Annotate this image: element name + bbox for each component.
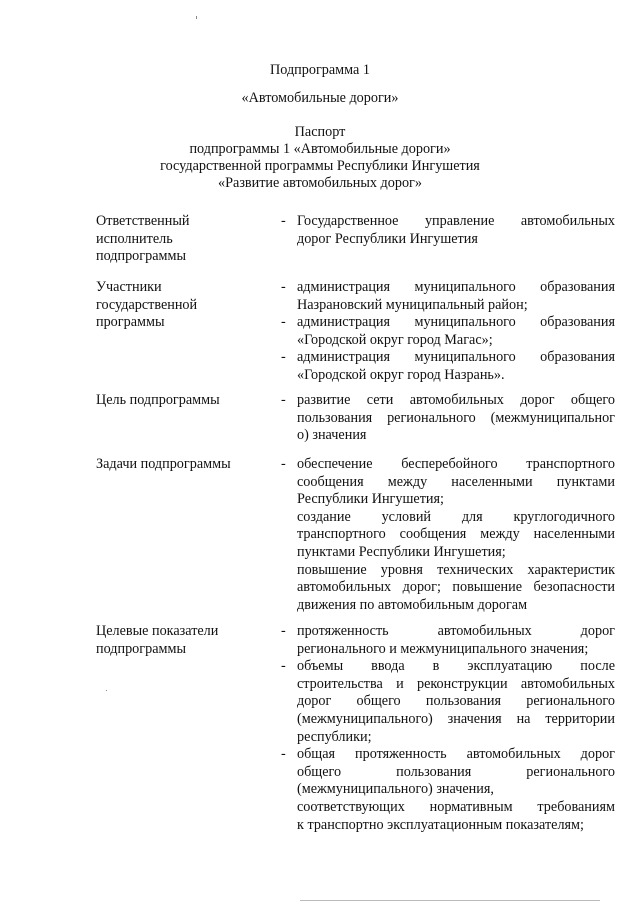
list-item <box>281 623 615 658</box>
passport-subtitle: подпрограммы 1 «Автомобильные дороги» <box>189 141 451 157</box>
scan-speck <box>106 690 107 691</box>
value-line: администрация муниципального образования <box>297 349 615 366</box>
value-line: пунктами Республики Ингушетия; <box>297 543 506 560</box>
dash-marker: - <box>281 279 286 295</box>
value-line: администрация муниципального образования <box>297 279 615 295</box>
list-item <box>281 314 615 349</box>
label-line: государственной <box>96 296 198 313</box>
label-line: подпрограммы <box>96 640 186 657</box>
label-line: Цель подпрограммы <box>96 392 220 408</box>
dash-marker: - <box>281 314 286 331</box>
value-line: соответствующих нормативным требованиям <box>297 798 615 815</box>
value-line: общего пользования регионального <box>297 763 615 780</box>
value-line: пользования регионального (межмуниципальног <box>297 409 615 426</box>
dash-marker: - <box>281 623 286 639</box>
value-line: республики; <box>297 728 372 745</box>
value-line: дорог Республики Ингушетия <box>297 230 478 247</box>
value-line: о) значения <box>297 427 367 444</box>
row-label-executor <box>96 213 276 266</box>
value-line: движения по автомобильным дорогам <box>297 596 528 613</box>
value-line: повышение уровня технических характеристик <box>297 561 615 578</box>
dash-marker: - <box>281 658 286 675</box>
value-line: (межмуниципального) значения на территории <box>297 710 615 727</box>
label-line: программы <box>96 314 165 331</box>
list-item <box>281 746 615 834</box>
list-item <box>281 392 615 445</box>
value-line: автомобильных дорог; повышение безопасности <box>297 579 615 596</box>
value-line: «Городской округ город Магас»; <box>297 331 493 348</box>
value-line: сообщения между населенными пунктами <box>297 473 615 490</box>
passport-program: государственной программы Республики Ингушетия <box>160 158 480 174</box>
row-value-tasks <box>281 456 615 614</box>
row-label-goal <box>96 392 276 410</box>
label-line: Ответственный <box>96 213 190 229</box>
value-line: регионального и межмуниципального значения; <box>297 640 589 657</box>
passport-title: Паспорт <box>294 124 346 140</box>
dash-marker: - <box>281 349 286 366</box>
value-line: администрация муниципального образования <box>297 314 615 331</box>
row-value-participants <box>281 279 615 385</box>
value-line: протяженность автомобильных дорог <box>297 623 615 639</box>
label-line: Задачи подпрограммы <box>96 456 231 472</box>
value-line: «Городской округ город Назрань». <box>297 366 505 383</box>
label-line: Целевые показатели <box>96 623 219 639</box>
label-line: исполнитель <box>96 230 173 247</box>
row-label-indicators <box>96 623 276 658</box>
scan-speck <box>196 16 197 19</box>
row-value-goal <box>281 392 615 445</box>
subprogram-title: Подпрограмма 1 <box>270 62 370 78</box>
value-line: создание условий для круглогодичного <box>297 508 615 525</box>
value-line: развитие сети автомобильных дорог общего <box>297 392 615 408</box>
row-value-indicators <box>281 623 615 834</box>
value-line: Назрановский муниципальный район; <box>297 296 528 313</box>
label-line: подпрограммы <box>96 248 186 265</box>
dash-marker: - <box>281 213 286 229</box>
list-item <box>281 279 615 314</box>
list-item <box>281 213 615 248</box>
dash-marker: - <box>281 746 286 763</box>
value-line: Государственное управление автомобильных <box>297 213 615 229</box>
list-item <box>281 658 615 746</box>
value-line: к транспортно эксплуатационным показателям; <box>297 816 584 833</box>
dash-marker: - <box>281 456 286 472</box>
value-line: дорог общего пользования регионального <box>297 693 615 710</box>
value-line: транспортного сообщения между населенными <box>297 526 615 543</box>
scan-edge-line <box>300 900 600 901</box>
value-line: строительства и реконструкции автомобильных <box>297 675 615 692</box>
list-item <box>281 456 615 614</box>
label-line: Участники <box>96 279 162 295</box>
value-line: объемы ввода в эксплуатацию после <box>297 658 615 675</box>
passport-program-name: «Развитие автомобильных дорог» <box>218 175 422 191</box>
row-label-tasks <box>96 456 276 474</box>
row-label-participants <box>96 279 276 332</box>
value-line: общая протяженность автомобильных дорог <box>297 746 615 763</box>
value-line: Республики Ингушетия; <box>297 491 444 508</box>
row-value-executor <box>281 213 615 248</box>
list-item <box>281 349 615 384</box>
value-line: (межмуниципального) значения, <box>297 781 494 798</box>
subprogram-name: «Автомобильные дороги» <box>241 90 399 106</box>
dash-marker: - <box>281 392 286 408</box>
value-line: обеспечение бесперебойного транспортного <box>297 456 615 472</box>
